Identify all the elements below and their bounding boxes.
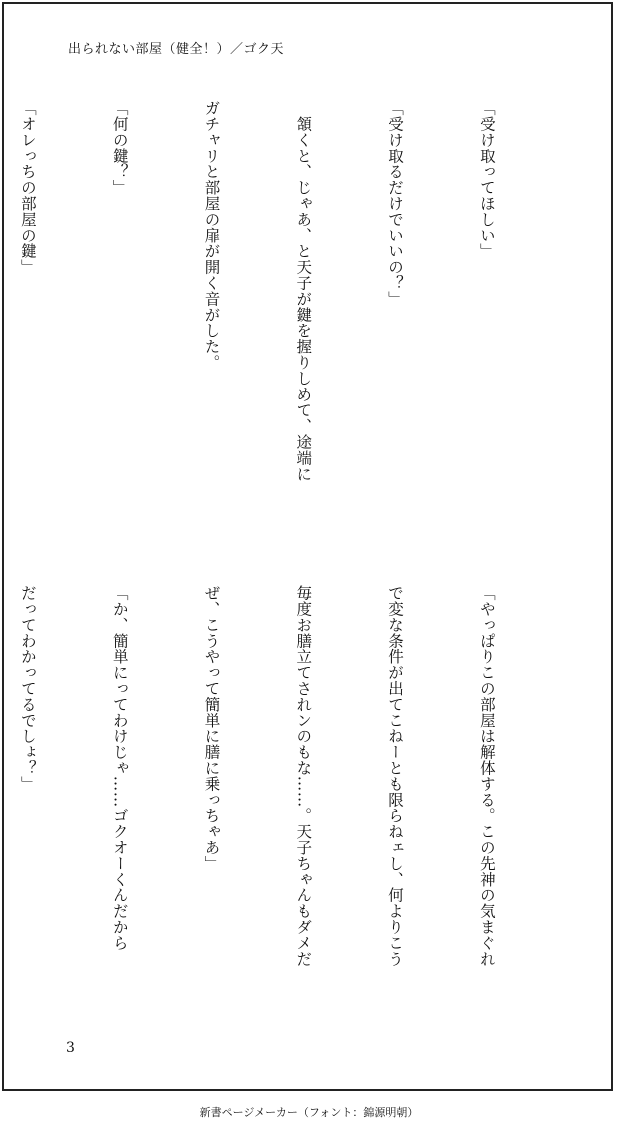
text-line: 「か、簡単にってわけじゃ……ゴクオーくんだから (110, 585, 129, 951)
running-header: 出られない部屋（健全！）／ゴク天 (68, 42, 285, 57)
generator-credit: 新書ページメーカー（フォント：錦源明朝） (199, 1106, 419, 1119)
lower-text-block (0, 585, 563, 1025)
text-line: で変な条件が出てこねーとも限らねェし、何よりこう (386, 585, 405, 967)
text-line: 「受け取るだけでいいの？」 (386, 100, 405, 307)
page-number: 3 (66, 1040, 75, 1056)
book-page (2, 2, 613, 1091)
text-line: ぜ、こうやって簡単に膳に乗っちゃあ」 (202, 585, 221, 872)
text-line: 毎度お膳立てされンのもな……。天子ちゃんもダメだ (294, 585, 313, 967)
text-line: 「何の鍵？」 (110, 100, 129, 196)
text-line: 「オレっちの部屋の鍵」 (18, 100, 37, 275)
text-line: 頷くと、じゃあ、と天子が鍵を握りしめて、途端に (294, 100, 313, 482)
text-line: 「受け取ってほしい」 (477, 100, 496, 259)
text-line: ガチャリと部屋の扉が開く音がした。 (202, 100, 221, 371)
text-line: だってわかってるでしょ？」 (18, 585, 37, 792)
upper-text-block (0, 100, 563, 534)
text-line: 「やっぱりこの部屋は解体する。この先神の気まぐれ (477, 585, 496, 967)
